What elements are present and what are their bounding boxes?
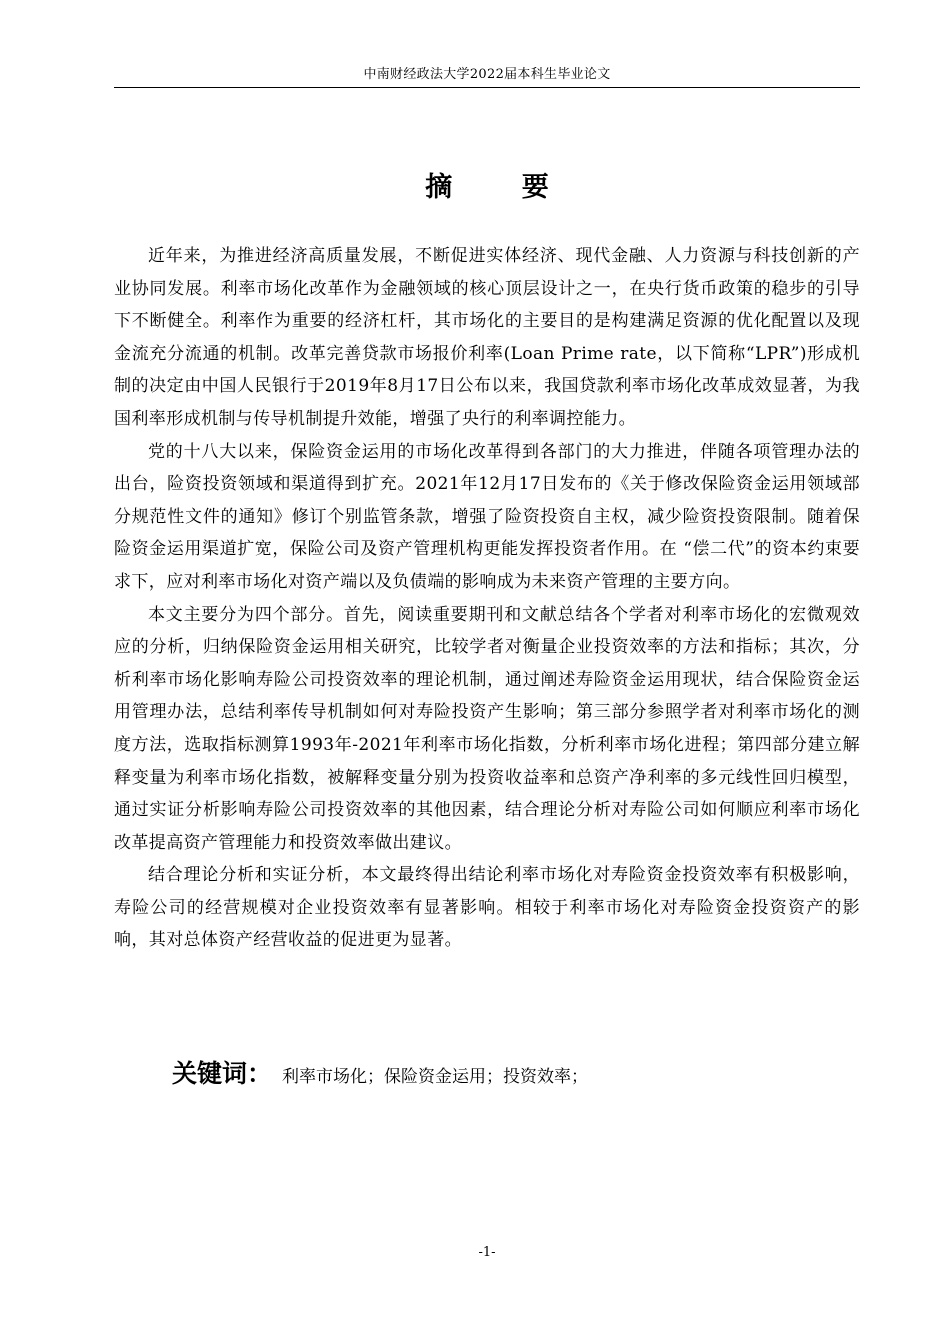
abstract-paragraph: 近年来，为推进经济高质量发展，不断促进实体经济、现代金融、人力资源与科技创新的产业协同发展。利率市场化改革作为金融领域的核心顶层设计之一，在央行货币政策的稳步的引导下不断健全。利率作为重要的经济杠杆，其市场化的主要目的是构建满足资源的优化配置以及现金流充分流通的机制。改革完善贷款市场报价利率(Loan Prime rate，以下简称“LPR”)形成机制的决定由中国人民银行于2019年8月17日公布以来，我国贷款利率市场化改革成效显著，为我国利率形成机制与传导机制提升效能，增强了央行的利率调控能力。: [114, 246, 860, 429]
abstract-paragraph: 结合理论分析和实证分析，本文最终得出结论利率市场化对寿险资金投资效率有积极影响，寿险公司的经营规模对企业投资效率有显著影响。相较于利率市场化对寿险资金投资资产的影响，其对总体资产经营收益的促进更为显著。: [114, 865, 860, 951]
keywords-line: [172, 1054, 832, 1097]
abstract-body: [114, 240, 860, 957]
page-number: -1-: [478, 1245, 496, 1260]
abstract-paragraph: 党的十八大以来，保险资金运用的市场化改革得到各部门的大力推进，伴随各项管理办法的出台，险资投资领域和渠道得到扩充。2021年12月17日发布的《关于修改保险资金运用领域部分规范性文件的通知》修订个别监管条款，增强了险资投资自主权，减少险资投资限制。随着保险资金运用渠道扩宽，保险公司及资产管理机构更能发挥投资者作用。在 “偿二代”的资本约束要求下，应对利率市场化对资产端以及负债端的影响成为未来资产管理的主要方向。: [114, 441, 860, 592]
running-header: 中南财经政法大学2022届本科生毕业论文: [363, 67, 611, 82]
abstract-title: 摘 要: [425, 172, 579, 203]
keywords-value: 利率市场化；保险资金运用；投资效率；: [282, 1067, 589, 1087]
header-divider: [114, 87, 860, 88]
keywords-label: 关键词：: [172, 1059, 273, 1088]
abstract-paragraph: 本文主要分为四个部分。首先，阅读重要期刊和文献总结各个学者对利率市场化的宏微观效应的分析，归纳保险资金运用相关研究，比较学者对衡量企业投资效率的方法和指标；其次，分析利率市场化影响寿险公司投资效率的理论机制，通过阐述寿险资金运用现状，结合保险资金运用管理办法，总结利率传导机制如何对寿险投资产生影响；第三部分参照学者对利率市场化的测度方法，选取指标测算1993年-2021年利率市场化指数，分析利率市场化进程；第四部分建立解释变量为利率市场化指数，被解释变量分别为投资收益率和总资产净利率的多元线性回归模型，通过实证分析影响寿险公司投资效率的其他因素，结合理论分析对寿险公司如何顺应利率市场化改革提高资产管理能力和投资效率做出建议。: [114, 604, 860, 853]
